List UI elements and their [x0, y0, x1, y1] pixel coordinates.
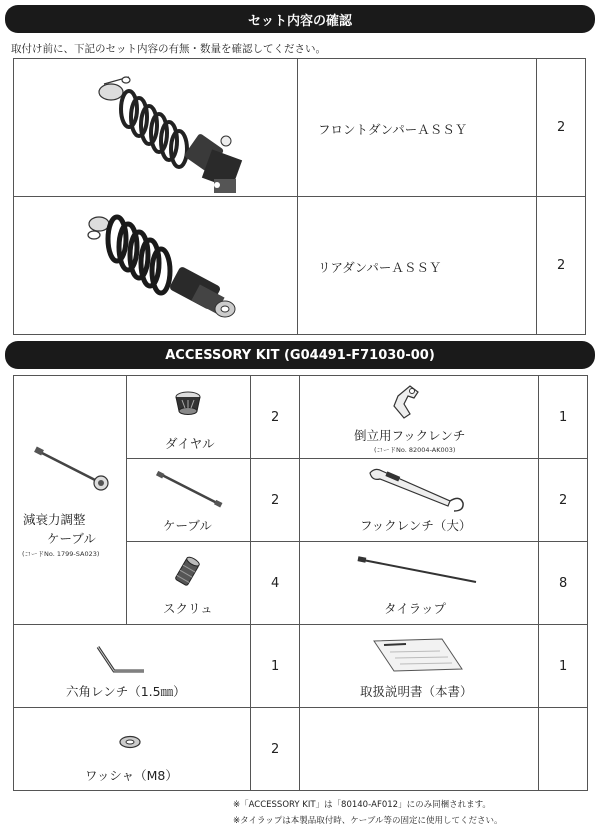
- table-row: [14, 708, 588, 791]
- image-cell: [14, 625, 251, 708]
- item-name: 六角レンチ（1.5㎜）: [66, 684, 186, 699]
- section-header-accessory-kit: [5, 341, 595, 369]
- image-cell: [300, 376, 539, 459]
- item-qty: 1: [271, 659, 280, 674]
- image-cell: [127, 376, 251, 459]
- name-cell: [298, 59, 537, 197]
- item-qty: 2: [559, 493, 568, 508]
- damping-cable-image: [14, 376, 126, 626]
- item-qty: 2: [271, 742, 280, 757]
- image-cell: [300, 459, 539, 542]
- item-qty: 1: [559, 410, 568, 425]
- qty-cell: [539, 376, 588, 459]
- empty-cell: [300, 708, 539, 791]
- table-row: [14, 625, 588, 708]
- item-qty: 2: [271, 410, 280, 425]
- accessory-kit-table: [13, 375, 588, 791]
- image-cell: [14, 708, 251, 791]
- qty-cell: [537, 197, 586, 335]
- footnote: ※タイラップは本製品取付時、ケーブル等の固定に使用してください。: [233, 816, 503, 826]
- intro-text: 取付け前に、下記のセット内容の有無・数量を確認してください。: [11, 43, 326, 55]
- item-name: ワッシャ（M8）: [85, 768, 178, 783]
- table-row: [14, 376, 588, 459]
- item-qty: 8: [559, 576, 568, 591]
- item-name: リアダンパーＡＳＳＹ: [318, 260, 442, 275]
- footnote: ※「ACCESSORY KIT」は「80140-AF012」にのみ同梱されます。: [233, 800, 491, 810]
- image-cell: [300, 625, 539, 708]
- section-title: セット内容の確認: [247, 13, 352, 29]
- item-name: スクリュ: [163, 601, 213, 616]
- cable-group-name-line1: 減衰力調整: [23, 512, 86, 527]
- section-title: ACCESSORY KIT (G04491-F71030-00): [165, 347, 435, 363]
- item-qty: 1: [559, 659, 568, 674]
- cable-group-cell: [14, 376, 127, 625]
- front-damper-image: [14, 59, 297, 196]
- item-qty: 2: [271, 493, 280, 508]
- qty-cell: [537, 59, 586, 197]
- image-cell: [14, 197, 298, 335]
- table-row: [14, 59, 586, 197]
- item-name: タイラップ: [384, 601, 447, 616]
- name-cell: [298, 197, 537, 335]
- item-name: ダイヤル: [165, 436, 215, 451]
- qty-cell: [251, 376, 300, 459]
- image-cell: [127, 459, 251, 542]
- rear-damper-image: [14, 197, 297, 334]
- item-qty: 4: [271, 576, 280, 591]
- item-name: 取扱説明書（本書）: [360, 684, 473, 699]
- qty-cell: [539, 625, 588, 708]
- section-header-set-contents: [5, 5, 595, 33]
- qty-cell: [251, 708, 300, 791]
- image-cell: [127, 542, 251, 625]
- image-cell: [300, 542, 539, 625]
- qty-cell: [251, 459, 300, 542]
- table-row: [14, 197, 586, 335]
- item-name: 倒立用フックレンチ: [354, 428, 466, 443]
- item-name: フロントダンパーＡＳＳＹ: [318, 122, 468, 137]
- cable-group-code: (コードNo. 1799-SA023): [22, 550, 100, 558]
- qty-cell: [539, 459, 588, 542]
- item-name: フックレンチ（大）: [360, 518, 472, 533]
- empty-cell: [539, 708, 588, 791]
- qty-cell: [251, 625, 300, 708]
- image-cell: [14, 59, 298, 197]
- item-name: ケーブル: [163, 518, 212, 533]
- item-code: (コードNo. 82004-AK003): [374, 446, 456, 454]
- cable-group-name-line2: ケーブル: [47, 531, 96, 546]
- qty-cell: [539, 542, 588, 625]
- set-contents-table: [13, 58, 586, 335]
- item-qty: 2: [557, 120, 566, 135]
- item-qty: 2: [557, 258, 566, 273]
- qty-cell: [251, 542, 300, 625]
